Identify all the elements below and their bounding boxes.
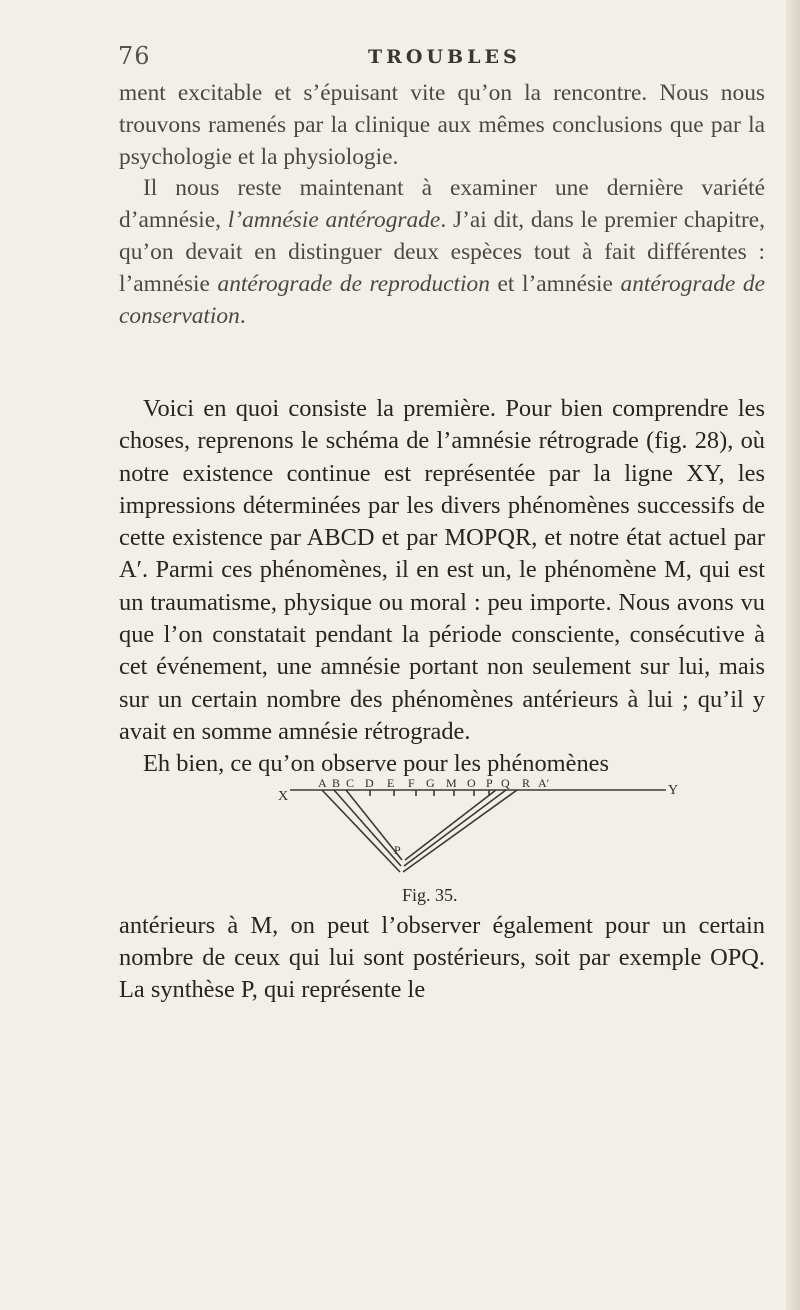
label-p: P [486,776,493,790]
paragraph-1: ment excitable et s’épuisant vite qu’on la rencontre. Nous nous trouvons ramenés par la clinique aux mêmes conclusions que par la psychologie et la physiologie. [119,80,765,170]
figure-caption: Fig. 35. [402,885,458,905]
paragraph-2-text-d: . [239,302,246,329]
diagram-line-r [403,790,517,872]
term-anterograde-conservation: antérograde de conservation [119,270,765,329]
label-x: X [278,789,289,804]
label-g: G [426,776,435,790]
label-m: M [446,776,457,790]
paragraph-4: Eh bien, ce qu’on observe pour les phénomènes [143,750,609,778]
label-d: D [365,776,374,790]
text-block-middle [119,393,765,781]
label-c: C [346,776,355,790]
diagram-line-b [334,790,401,866]
label-f: F [408,776,415,790]
diagram-line-p [405,790,496,860]
amnesia-diagram [276,776,696,880]
label-a-prime: A′ [538,776,550,790]
diagram-line-q [404,790,506,866]
label-o: O [467,776,476,790]
term-amnesie-anterograde: l’amnésie antérograde [227,207,441,234]
page-edge [786,0,800,1310]
paragraph-5: antérieurs à M, on peut l’observer également pour un certain nombre de ceux qui lui sont postérieurs, soit par exemple OPQ. La synthèse P, qui représente le [119,912,765,1003]
paragraph-3: Voici en quoi consiste la première. Pour bien comprendre les choses, reprenons le schéma de l’amnésie rétrograde (fig. 28), où notre existence continue est représentée par la ligne XY, les impressions déterminées par les divers phénomènes successifs de cette existence par ABCD et par MOPQR, et notre état actuel par A′. Parmi ces phénomènes, il en est un, le phénomène M, qui est un traumatisme, physique ou moral : peu importe. Nous avons vu que l’on constatait pendant la période consciente, consécutive à cet événement, une amnésie portant non seulement sur lui, mais sur un certain nombre des phénomènes antérieurs à lui ; qu’il y avait en somme amnésie rétrograde. [119,395,765,745]
paragraph-2 [119,173,765,332]
label-e: E [387,776,395,790]
label-r: R [522,776,531,790]
running-title: TROUBLES [368,46,521,68]
label-y: Y [668,783,679,798]
paragraph-2-text-a: Il nous reste maintenant à examiner une dernière variété d’amnésie, [119,175,765,234]
paragraph-2-text-b: . J’ai dit, dans le premier chapitre, qu’on devait en distinguer deux espèces tout à fait différentes : l’amnésie [119,207,765,297]
label-b: B [332,776,341,790]
page-header [118,42,758,72]
paragraph-2-text-c: et l’amnésie [489,270,621,297]
label-a: A [318,776,327,790]
figure-35 [276,776,696,880]
label-q: Q [501,776,510,790]
term-anterograde-reproduction: antérograde de reproduction [217,270,490,297]
label-p-bottom: P [394,843,401,857]
text-block-bottom [119,910,765,1006]
text-block-top [119,78,765,332]
diagram-line-a [322,790,400,872]
page-number: 76 [118,42,151,70]
